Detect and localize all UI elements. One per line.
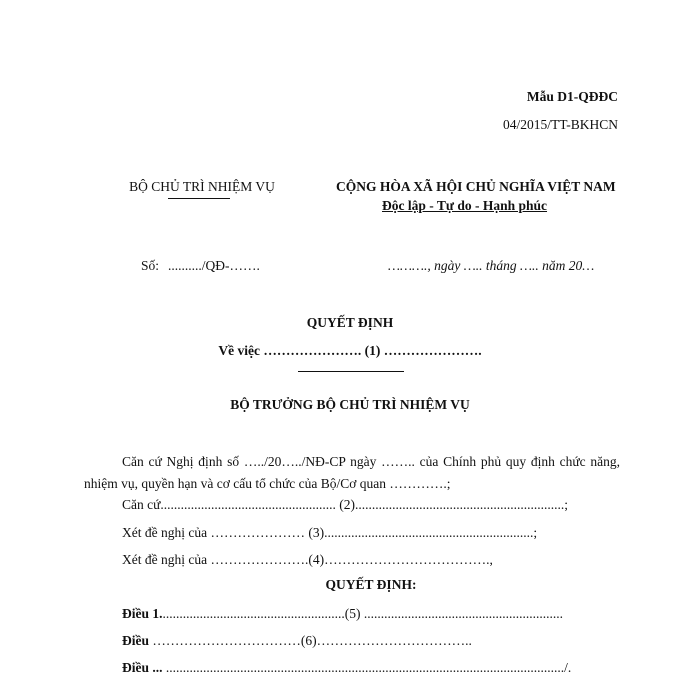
article-2-label: Điều bbox=[122, 633, 149, 648]
issuer-title: BỘ TRƯỞNG BỘ CHỦ TRÌ NHIỆM VỤ bbox=[230, 397, 470, 412]
national-motto: Độc lập - Tự do - Hạnh phúc bbox=[382, 198, 548, 213]
number-value: ........../QĐ-……. bbox=[168, 258, 260, 273]
national-title: CỘNG HÒA XÃ HỘI CHỦ NGHĨA VIỆT NAM bbox=[336, 179, 616, 194]
form-code: Mẫu D1-QĐĐC bbox=[526, 89, 618, 104]
subject-underline bbox=[298, 371, 404, 372]
agency-underline bbox=[168, 198, 230, 199]
article-n-label: Điều ... bbox=[122, 660, 163, 675]
article-1-label: Điều 1. bbox=[122, 606, 163, 621]
basis-decree-text: Căn cứ Nghị định số …../20…../NĐ-CP ngày …….. của Chính phủ quy định chức năng, nhiệm vụ, quyền hạn và cơ cấu tổ chức của Bộ/Cơ quan ………….; bbox=[84, 454, 620, 491]
article-1-text: ......................................................(5) ........................................................... bbox=[162, 606, 563, 621]
article-2 bbox=[122, 633, 472, 649]
article-n bbox=[122, 660, 571, 676]
document-title: QUYẾT ĐỊNH bbox=[306, 315, 394, 330]
basis-decree-paragraph bbox=[84, 451, 620, 495]
proposal-line-3: Xét đề nghị của ………………… (3)..............................................................; bbox=[122, 525, 538, 540]
article-n-text: ....................................................................................................................../. bbox=[162, 660, 572, 675]
decision-heading: QUYẾT ĐỊNH: bbox=[325, 577, 417, 592]
document-subject: Về việc …………………. (1) …………………. bbox=[218, 343, 482, 358]
circular-reference: 04/2015/TT-BKHCN bbox=[502, 117, 618, 132]
article-2-text: ……………………………(6)…………………………….. bbox=[149, 633, 472, 648]
agency-name: BỘ CHỦ TRÌ NHIỆM VỤ bbox=[129, 179, 275, 194]
date-line: ………., ngày ….. tháng ….. năm 20… bbox=[388, 258, 595, 273]
proposal-line-4: Xét đề nghị của ………………….(4)………………………………., bbox=[122, 552, 493, 567]
number-label: Số: bbox=[141, 258, 160, 273]
basis-line-2: Căn cứ.................................................... (2)..............................................................; bbox=[122, 497, 569, 512]
article-1 bbox=[122, 606, 563, 622]
